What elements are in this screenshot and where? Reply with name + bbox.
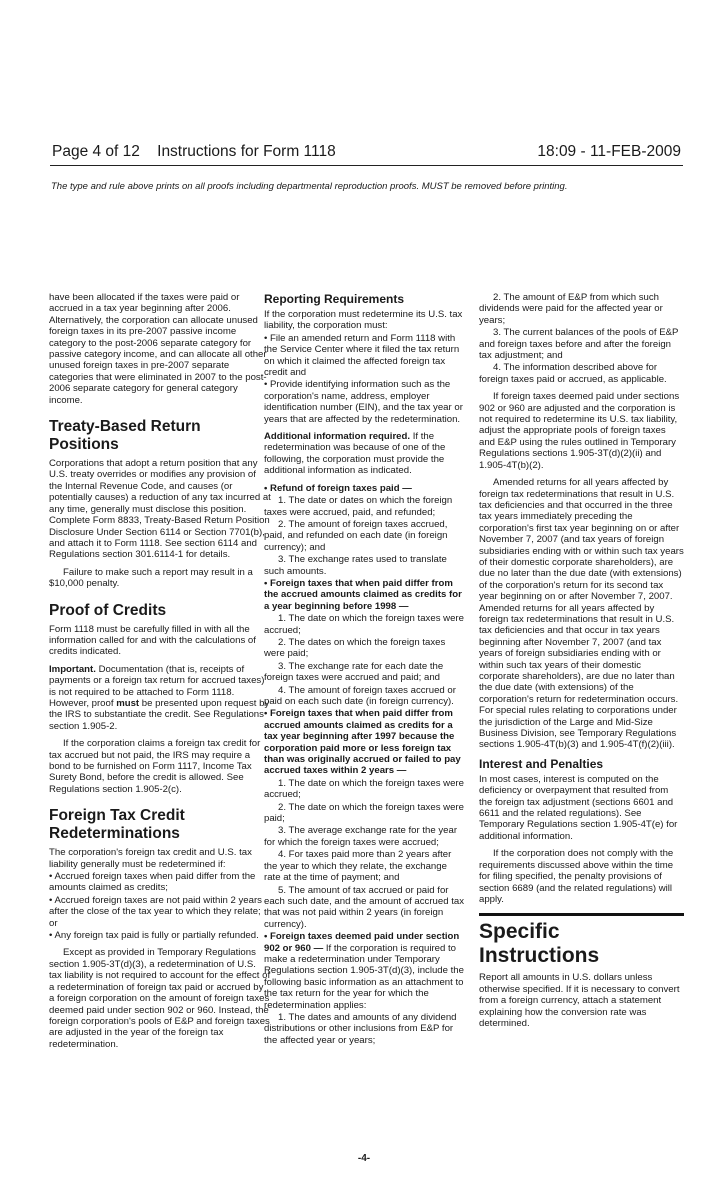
paragraph: If the corporation does not comply with the requirements discussed above within the time for filing specified, the penalty provisions of section 6689 (and the related regulations) will apply. [479, 848, 674, 905]
text: be presented upon request by the IRS to substantiate the credit. See Regulations section 1.905-2. [49, 697, 270, 732]
paragraph: Form 1118 must be carefully filled in with all the information called for and with the calculations of credits indicated. [49, 623, 256, 658]
paragraph: Report all amounts in U.S. dollars unless otherwise specified. If it is necessary to convert from a foreign currency, attach a statement explaining how the conversion rate was determined. [479, 972, 680, 1029]
bullet-heading: • Foreign taxes that when paid differ from accrued amounts claimed as credits for a tax year beginning after 1997 because the corporation paid more or less foreign tax than was originally accrued or failed to pay accrued taxes within 2 years — [264, 708, 461, 777]
bullet-item: • Any foreign tax paid is fully or partially refunded. [49, 930, 259, 942]
list-item: 3. The average exchange rate for the year for which the foreign taxes were accrued; [264, 825, 458, 848]
list-item: 4. The information described above for foreign taxes paid or accrued, as applicable. [479, 362, 667, 385]
proof-notice: The type and rule above prints on all proofs including departmental reproduction proofs. MUST be removed before printing. [51, 181, 568, 192]
paragraph: Failure to make such a report may result in a $10,000 penalty. [49, 566, 253, 590]
header-right: 18:09 - 11-FEB-2009 [537, 143, 681, 160]
column-3 [479, 292, 684, 1035]
heading-treaty: Treaty-Based Return Positions [49, 418, 201, 454]
list-item: 1. The date or dates on which the foreign taxes were accrued, paid, and refunded; [264, 495, 453, 518]
list-item: 2. The amount of foreign taxes accrued, paid, and refunded on each date (in foreign currency); and [264, 518, 448, 553]
page-number: -4- [357, 1153, 371, 1164]
list-item: 3. The current balances of the pools of E&P and foreign taxes before and after the foreign tax adjustment; and [479, 327, 679, 362]
bullet-item: • File an amended return and Form 1118 with the Service Center where it filed the tax return on which it claimed the affected foreign tax credit and [264, 332, 460, 379]
heading-reporting: Reporting Requirements [264, 292, 405, 306]
column-2 [264, 292, 464, 1052]
paragraph: Except as provided in Temporary Regulations section 1.905-3T(d)(3), a redetermination of U.S. tax liability is not required to account for the effect of a redetermination of foreign tax paid or accrued by a foreign corporation on the amount of foreign taxes deemed paid under section 902 or 960. Instead, the foreign corporation's pools of E&P and foreign taxes are adjusted in the year of the foreign tax redetermination. [49, 947, 271, 1050]
list-item: 2. The date on which the foreign taxes were paid; [264, 801, 464, 825]
text: If the corporation is required to make a redetermination under Temporary Regulations section 1.905-3T(d)(3), include the following basic information as an attachment to the tax return for the year for which the redetermination applies: [264, 942, 464, 1011]
bullet-item: • Accrued foreign taxes are not paid within 2 years after the close of the tax year to which they relate; or [49, 894, 262, 929]
paragraph: The corporation's foreign tax credit and U.S. tax liability generally must be redetermined if: [49, 847, 252, 870]
important-label: Important. [49, 663, 96, 675]
bullet-heading: • Foreign taxes deemed paid under section 902 or 960 — [264, 931, 460, 954]
heading-specific-instructions: Specific Instructions [479, 913, 684, 968]
list-item: 4. For taxes paid more than 2 years after the year to which they relate, the exchange rate at the time of payment; and [264, 849, 452, 884]
paragraph: have been allocated if the taxes were paid or accrued in a tax year beginning after 2006. Alternatively, the corporation can allocate unused foreign taxes in its pre-2007 passive income category to the post-2006 separate category for passive category income, and can allocate all other unused foreign taxes in pre-2007 separate categories that were eliminated in 2007 to the post-2006 separate category for general category income. [49, 292, 267, 406]
bullet-item: • Provide identifying information such as the corporation's name, address, employer identification number (EIN), and the tax year or years that are affected by the redetermination. [264, 379, 463, 425]
list-item: 1. The date on which the foreign taxes were accrued; [264, 613, 464, 636]
bullet-item: • Accrued foreign taxes when paid differ from the amounts claimed as credits; [49, 871, 256, 894]
bullet-f [264, 931, 464, 1011]
additional-label: Additional information required. [264, 431, 411, 443]
paragraph: Corporations that adopt a return position that any U.S. treaty overrides or modifies any provision of the Internal Revenue Code, and causes (or potentially causes) a reduction of any tax incurred at any time, generally must disclose this position. Complete Form 8833, Treaty-Based Return Position Disclosure Under Section 6114 or Section 7701(b), and attach it to Form 1118. See section 6114 and Regulations section 301.6114-1 for details. [49, 458, 271, 561]
heading-proof: Proof of Credits [49, 601, 167, 619]
list-item: 1. The date on which the foreign taxes were accrued; [264, 777, 464, 801]
list-item: 3. The exchange rates used to translate such amounts. [264, 554, 447, 577]
paragraph: If the corporation must redetermine its U.S. tax liability, the corporation must: [264, 309, 463, 332]
text: Documentation (that is, receipts of payments or a foreign tax return for accrued taxes) is not required to be attached to Form 1118. However, proof [49, 663, 265, 709]
list-item: 5. The amount of tax accrued or paid for each such date, and the amount of accrued tax that was not paid within 2 years (in foreign currency). [264, 884, 465, 930]
page-header [50, 143, 683, 166]
list-item: 1. The dates and amounts of any dividend distributions or other inclusions from E&P for the affected year or years; [264, 1011, 457, 1046]
bullet-heading: • Refund of foreign taxes paid — [264, 482, 412, 494]
text: If the redetermination was because of one of the following, the corporation must provide the additional information as indicated. [264, 431, 446, 477]
paragraph: Amended returns for all years affected by foreign tax redeterminations that result in U.S. tax deficiencies and that occurred in the three tax years immediately preceding the corporation's first tax year beginning on or after November 7, 2007 (and tax years of foreign subsidiaries ending with or within such tax years of their domestic corporate shareholders), are due no later than the due date (with extensions) of the corporation's return for its second tax year beginning on or after November 7, 2007. Amended returns for all years affected by foreign tax redeterminations that result in U.S. tax deficiencies and that occur in tax years beginning after November 7, 2007 (and tax years of foreign subsidiaries ending with or within such tax years of their domestic corporate shareholders), are due no later than the due date (with extensions) of the corporation's return for redetermination occurs. For special rules relating to corporations under the jurisdiction of the Large and Mid-Size Business Division, see Temporary Regulations sections 1.905-4T(b)(3) and 1.905-4T(f)(2)(iii). [479, 477, 684, 751]
list-item: 3. The exchange rate for each date the foreign taxes were accrued and paid; and [264, 660, 444, 684]
list-item: 2. The amount of E&P from which such dividends were paid for the affected year or years; [479, 292, 663, 326]
list-item: 2. The dates on which the foreign taxes were paid; [264, 636, 446, 660]
column-1 [49, 292, 271, 1056]
paragraph-important [49, 664, 271, 732]
must-label: must [116, 697, 140, 709]
paragraph-additional [264, 431, 464, 477]
paragraph: If foreign taxes deemed paid under sections 902 or 960 are adjusted and the corporation is not required to redetermine its U.S. tax liability, adjust the appropriate pools of foreign taxes and E&P using the rules outlined in Temporary Regulations sections 1.905-3T(d)(2)(ii) and 1.905-4T(b)(2). [479, 391, 680, 471]
heading-interest: Interest and Penalties [479, 756, 604, 771]
bullet-heading: • Foreign taxes that when paid differ from the accrued amounts claimed as credits for a year beginning before 1998 — [264, 577, 462, 612]
list-item: 4. The amount of foreign taxes accrued or paid on each such date (in foreign currency). [264, 684, 456, 707]
paragraph: If the corporation claims a foreign tax credit for tax accrued but not paid, the IRS may require a bond to be furnished on Form 1117, Income Tax Surety Bond, before the credit is allowed. See Regulations section 1.905-2(c). [49, 738, 261, 795]
paragraph: In most cases, interest is computed on the deficiency or overpayment that resulted from the foreign tax adjustment (sections 6601 and 6611 and the related regulations). See Temporary Regulations section 1.905-4T(e) for additional information. [479, 773, 678, 842]
header-left: Page 4 of 12 Instructions for Form 1118 [52, 143, 336, 160]
heading-redeterminations: Foreign Tax Credit Redeterminations [49, 807, 185, 843]
